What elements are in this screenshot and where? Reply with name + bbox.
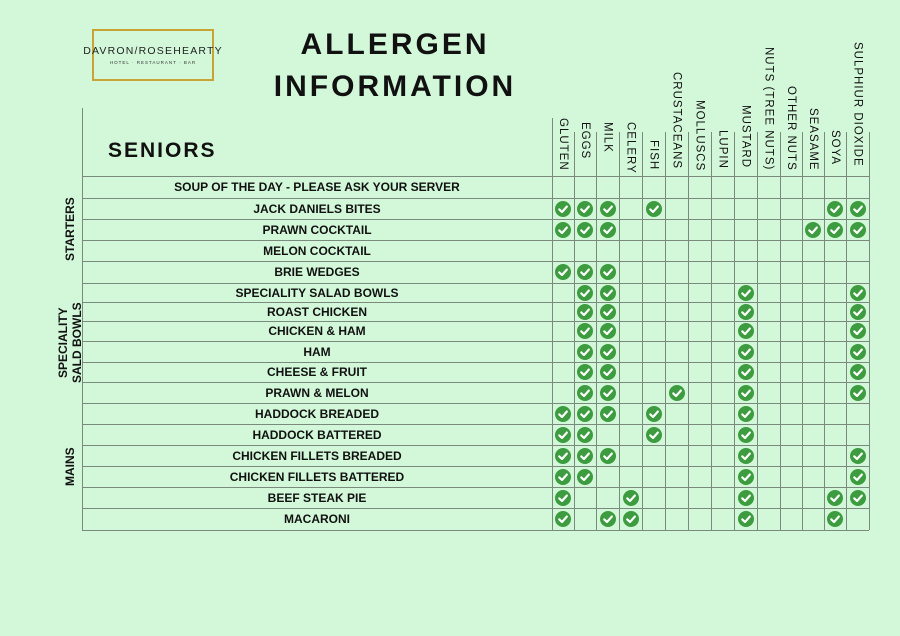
check-circle-icon xyxy=(577,201,593,217)
column-divider xyxy=(642,132,643,530)
check-circle-icon xyxy=(850,469,866,485)
column-header-eggs: EGGS xyxy=(579,122,591,160)
column-header-celery: CELERY xyxy=(624,122,637,174)
menu-item-name: JACK DANIELS BITES xyxy=(253,201,381,216)
check-circle-icon xyxy=(577,264,593,280)
column-divider xyxy=(596,132,597,530)
check-circle-icon xyxy=(600,201,616,217)
logo-name: DAVRON/ROSEHEARTY xyxy=(83,45,223,57)
column-header-seasame: SEASAME xyxy=(807,108,819,171)
check-circle-icon xyxy=(600,364,616,380)
check-circle-icon xyxy=(646,406,662,422)
menu-item-name: SPECIALITY SALAD BOWLS xyxy=(235,285,399,300)
check-circle-icon xyxy=(850,222,866,238)
column-divider xyxy=(619,132,620,530)
check-circle-icon xyxy=(577,469,593,485)
check-circle-icon xyxy=(577,344,593,360)
check-circle-icon xyxy=(850,285,866,301)
column-divider xyxy=(824,132,825,530)
check-circle-icon xyxy=(600,285,616,301)
check-circle-icon xyxy=(669,385,685,401)
check-circle-icon xyxy=(850,385,866,401)
column-header-gluten: GLUTEN xyxy=(557,118,569,171)
menu-item-name: HAM xyxy=(303,344,331,359)
menu-item-name: BRIE WEDGES xyxy=(274,265,360,279)
check-circle-icon xyxy=(850,448,866,464)
column-header-crustaceans: CRUSTACEANS xyxy=(670,72,683,170)
column-header-other-nuts: OTHER NUTS xyxy=(785,86,797,171)
check-circle-icon xyxy=(850,323,866,339)
check-circle-icon xyxy=(850,304,866,320)
check-circle-icon xyxy=(577,222,593,238)
menu-item-name: MELON COCKTAIL xyxy=(263,243,371,258)
check-circle-icon xyxy=(738,490,754,506)
check-circle-icon xyxy=(600,344,616,360)
check-circle-icon xyxy=(850,201,866,217)
check-circle-icon xyxy=(600,222,616,238)
check-circle-icon xyxy=(555,427,571,443)
check-circle-icon xyxy=(600,406,616,422)
section-label-2: MAINS xyxy=(63,447,77,486)
check-circle-icon xyxy=(577,304,593,320)
check-circle-icon xyxy=(805,222,821,238)
check-circle-icon xyxy=(577,448,593,464)
check-circle-icon xyxy=(738,323,754,339)
check-circle-icon xyxy=(555,469,571,485)
check-circle-icon xyxy=(623,490,639,506)
check-circle-icon xyxy=(738,406,754,422)
logo-subtitle: HOTEL · RESTAURANT · BAR xyxy=(109,60,197,65)
check-circle-icon xyxy=(577,323,593,339)
column-divider xyxy=(665,132,666,530)
column-header-fish: FISH xyxy=(647,140,660,171)
check-circle-icon xyxy=(850,490,866,506)
check-circle-icon xyxy=(738,469,754,485)
row-divider xyxy=(82,530,869,531)
column-divider xyxy=(802,132,803,530)
column-divider xyxy=(846,132,847,530)
check-circle-icon xyxy=(738,427,754,443)
check-circle-icon xyxy=(555,222,571,238)
check-circle-icon xyxy=(555,490,571,506)
check-circle-icon xyxy=(827,222,843,238)
menu-item-name: HADDOCK BATTERED xyxy=(252,427,382,442)
check-circle-icon xyxy=(646,427,662,443)
check-circle-icon xyxy=(555,406,571,422)
check-circle-icon xyxy=(577,385,593,401)
check-circle-icon xyxy=(555,264,571,280)
column-header-sulphiur-dioxide: SULPHIUR DIOXIDE xyxy=(851,42,864,167)
column-header-nuts-tree-nuts: NUTS (TREE NUTS) xyxy=(762,47,775,171)
check-circle-icon xyxy=(600,448,616,464)
check-circle-icon xyxy=(738,448,754,464)
menu-title: SENIORS xyxy=(108,139,217,162)
menu-item-name: MACARONI xyxy=(284,512,350,526)
column-divider xyxy=(757,132,758,530)
check-circle-icon xyxy=(600,511,616,527)
column-divider xyxy=(869,132,870,530)
check-circle-icon xyxy=(827,490,843,506)
menu-item-name: CHICKEN & HAM xyxy=(268,324,366,338)
check-circle-icon xyxy=(577,406,593,422)
title-line-2: INFORMATION xyxy=(273,70,517,103)
check-circle-icon xyxy=(577,427,593,443)
check-circle-icon xyxy=(600,264,616,280)
check-circle-icon xyxy=(738,511,754,527)
check-circle-icon xyxy=(738,344,754,360)
check-circle-icon xyxy=(646,201,662,217)
menu-item-name: PRAWN & MELON xyxy=(265,385,369,400)
check-circle-icon xyxy=(555,511,571,527)
section-label-0: STARTERS xyxy=(63,197,77,262)
check-circle-icon xyxy=(600,385,616,401)
column-header-soya: SOYA xyxy=(829,130,841,166)
menu-item-name: CHEESE & FRUIT xyxy=(266,365,367,379)
check-circle-icon xyxy=(850,344,866,360)
check-circle-icon xyxy=(555,201,571,217)
menu-item-name: BEEF STEAK PIE xyxy=(267,490,367,505)
column-header-mustard: MUSTARD xyxy=(739,105,752,169)
menu-item-name: SOUP OF THE DAY - PLEASE ASK YOUR SERVER xyxy=(174,180,460,194)
check-circle-icon xyxy=(738,285,754,301)
check-circle-icon xyxy=(738,364,754,380)
check-circle-icon xyxy=(850,364,866,380)
check-circle-icon xyxy=(738,304,754,320)
column-header-lupin: LUPIN xyxy=(716,130,729,169)
check-circle-icon xyxy=(600,304,616,320)
section-label-1: SPECIALITY SALD BOWLS xyxy=(56,302,84,384)
check-circle-icon xyxy=(577,285,593,301)
menu-item-name: HADDOCK BREADED xyxy=(254,406,379,421)
column-header-molluscs: MOLLUSCS xyxy=(693,100,706,172)
check-circle-icon xyxy=(827,201,843,217)
column-header-milk: MILK xyxy=(601,122,614,153)
column-divider xyxy=(780,132,781,530)
column-divider xyxy=(688,132,689,530)
check-circle-icon xyxy=(827,511,843,527)
column-divider xyxy=(552,118,553,530)
title-line-1: ALLERGEN xyxy=(300,28,490,61)
check-circle-icon xyxy=(600,323,616,339)
column-divider xyxy=(734,132,735,530)
check-circle-icon xyxy=(623,511,639,527)
check-circle-icon xyxy=(738,385,754,401)
menu-item-name: CHICKEN FILLETS BATTERED xyxy=(229,469,405,484)
menu-item-name: CHICKEN FILLETS BREADED xyxy=(232,448,402,463)
menu-item-name: ROAST CHICKEN xyxy=(266,304,367,319)
column-divider xyxy=(574,132,575,530)
menu-item-name: PRAWN COCKTAIL xyxy=(262,222,372,237)
check-circle-icon xyxy=(555,448,571,464)
column-divider xyxy=(711,132,712,530)
check-circle-icon xyxy=(577,364,593,380)
